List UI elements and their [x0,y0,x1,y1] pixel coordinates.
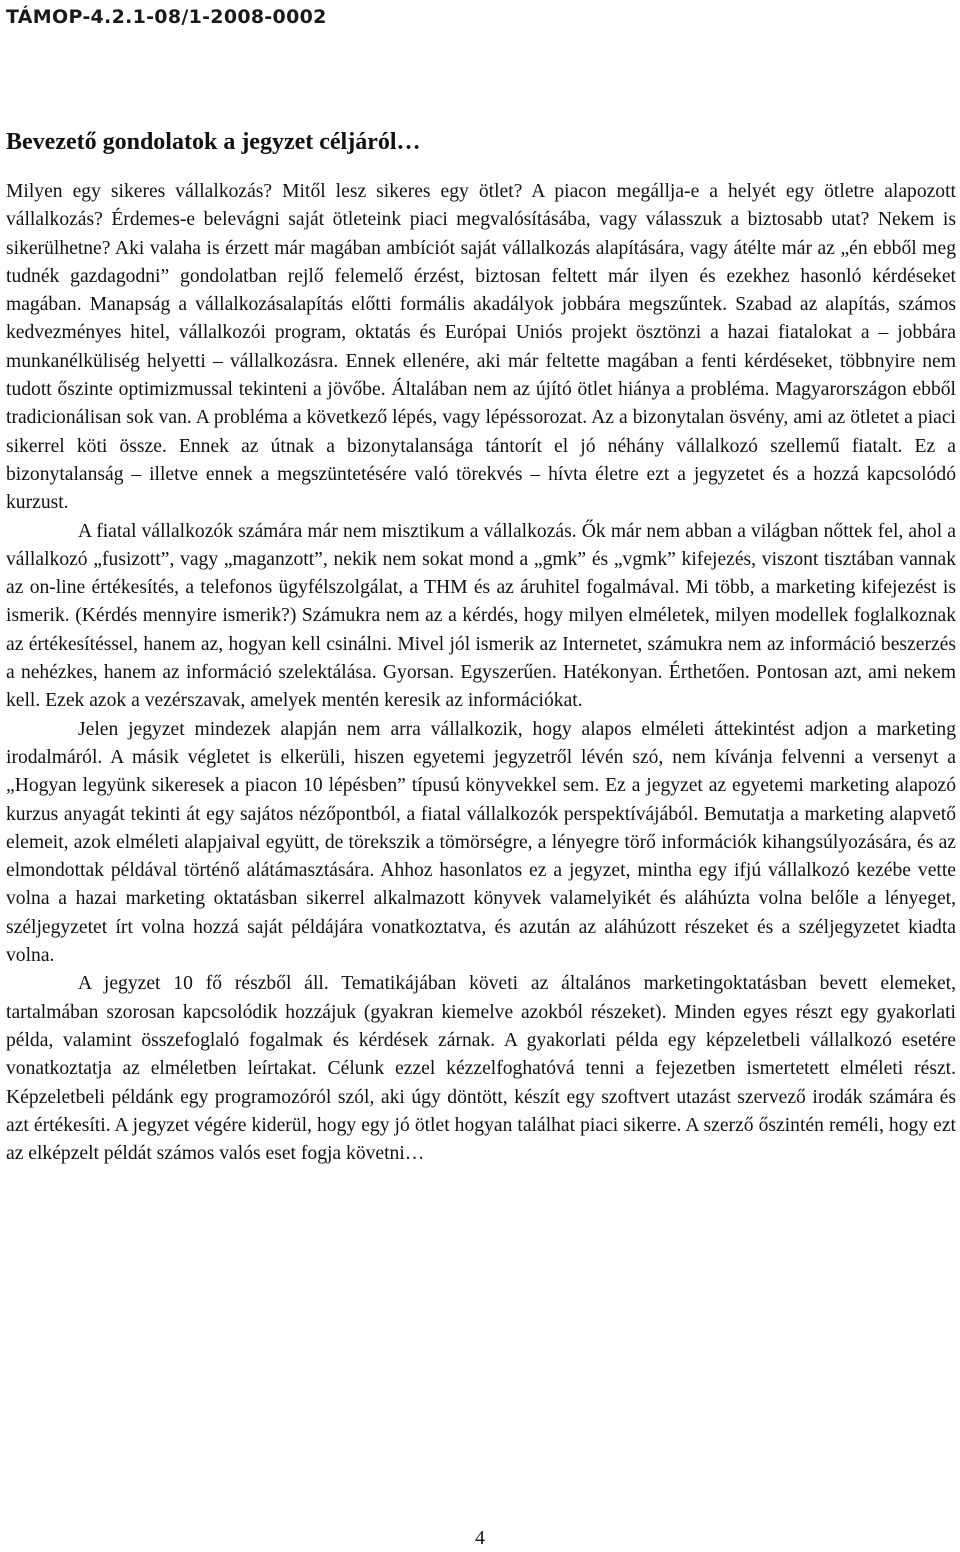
document-body [6,178,956,1168]
paragraph: Milyen egy sikeres vállalkozás? Mitől lesz sikeres egy ötlet? A piacon megállja-e a helyét egy ötletre alapozott vállalkozás? Érdemes-e belevágni saját ötleteink piaci megvalósításába, vagy válasszuk a biztosabb utat? Nekem is sikerülhetne? Aki valaha is érzett már magában ambíciót saját vállalkozás alapítására, vagy átélte már az „én ebből meg tudnék gazdagodni” gondolatban rejlő felemelő érzést, biztosan feltett már ilyen és ezekhez hasonló kérdéseket magában. Manapság a vállalkozásalapítás előtti formális akadályok jobbára megszűntek. Szabad az alapítás, számos kedvezményes hitel, vállalkozói program, oktatás és Európai Uniós projekt ösztönzi a hazai fiatalokat a – jobbára munkanélküliség helyetti – vállalkozásra. Ennek ellenére, aki már feltette magában a fenti kérdéseket, többnyire nem tudott őszinte optimizmussal tekinteni a jövőbe. Általában nem az újító ötlet hiánya a probléma. Magyarországon ebből tradicionálisan sok van. A probléma a következő lépés, vagy lépéssorozat. Az a bizonytalan ösvény, ami az ötletet a piaci sikerrel köti össze. Ennek az útnak a bizonytalansága tántorít el jó néhány vállalkozó szellemű fiatalt. Ez a bizonytalanság – illetve ennek a megszüntetésére való törekvés – hívta életre ezt a jegyzetet és a hozzá kapcsolódó kurzust. [6,181,956,514]
paragraph: A jegyzet 10 fő részből áll. Tematikájában követi az általános marketingoktatásban bevett elemeket, tartalmában szorosan kapcsolódik hozzájuk (gyakran kiemelve azokból részeket). Minden egyes részt egy gyakorlati példa, valamint összefoglaló fogalmak és kérdések zárnak. A gyakorlati példa egy képzeletbeli vállalkozó esetére vonatkoztatja az elméletben leírtakat. Célunk ezzel kézzelfoghatóvá tenni a fejezetben ismertetett elméleti részt. Képzeletbeli példánk egy programozóról szól, aki úgy döntött, készít egy szoftvert utazást szervező irodák számára és azt értékesíti. A jegyzet végére kiderül, hogy egy jó ötlet hogyan találhat piaci sikerre. A szerző őszintén reméli, hogy ezt az elképzelt példát számos valós eset fogja követni… [6,973,956,1165]
project-code-header: TÁMOP-4.2.1-08/1-2008-0002 [6,6,327,28]
paragraph: A fiatal vállalkozók számára már nem misztikum a vállalkozás. Ők már nem abban a világban nőttek fel, ahol a vállalkozó „fusizott”, vagy „maganzott”, nekik nem sokat mond a „gmk” és „vgmk” kifejezés, viszont tisztában vannak az on-line értékesítés, a telefonos ügyfélszolgálat, a THM és az áruhitel fogalmával. Mi több, a marketing kifejezést is ismerik. (Kérdés mennyire ismerik?) Számukra nem az a kérdés, hogy milyen elméletek, milyen modellek foglalkoznak az értékesítéssel, hanem az, hogyan kell csinálni. Mivel jól ismerik az Internetet, számukra nem az információ beszerzés a nehézkes, hanem az információ szelektálása. Gyorsan. Egyszerűen. Hatékonyan. Érthetően. Pontosan azt, ami nekem kell. Ezek azok a vezérszavak, amelyek mentén keresik az információkat. [6,520,956,712]
page-number: 4 [475,1527,485,1549]
paragraph: Jelen jegyzet mindezek alapján nem arra vállalkozik, hogy alapos elméleti áttekintést adjon a marketing irodalmáról. A másik végletet is elkerüli, hiszen egyetemi jegyzetről lévén szó, nem kívánja felvenni a versenyt a „Hogyan legyünk sikeresek a piacon 10 lépésben” típusú könyvekkel sem. Ez a jegyzet az egyetemi marketing alapozó kurzus anyagát tekinti át egy sajátos nézőpontból, a fiatal vállalkozók perspektívájából. Bemutatja a marketing alapvető elemeit, azok elméleti alapjaival együtt, de törekszik a tömörségre, a lényegre törő információk kihangsúlyozására, és az elmondottak példával történő alátámasztására. Ahhoz hasonlatos ez a jegyzet, mintha egy ifjú vállalkozó kezébe vette volna a hazai marketing oktatásban sikerrel alkalmazott könyvek valamelyikét és aláhúzta volna belőle a lényeget, széljegyzetet írt volna hozzá saját példájára vonatkoztatva, és azután az aláhúzott részeket és a széljegyzetet kiadta volna. [6,718,956,967]
document-title: Bevezető gondolatok a jegyzet céljáról… [6,129,421,155]
